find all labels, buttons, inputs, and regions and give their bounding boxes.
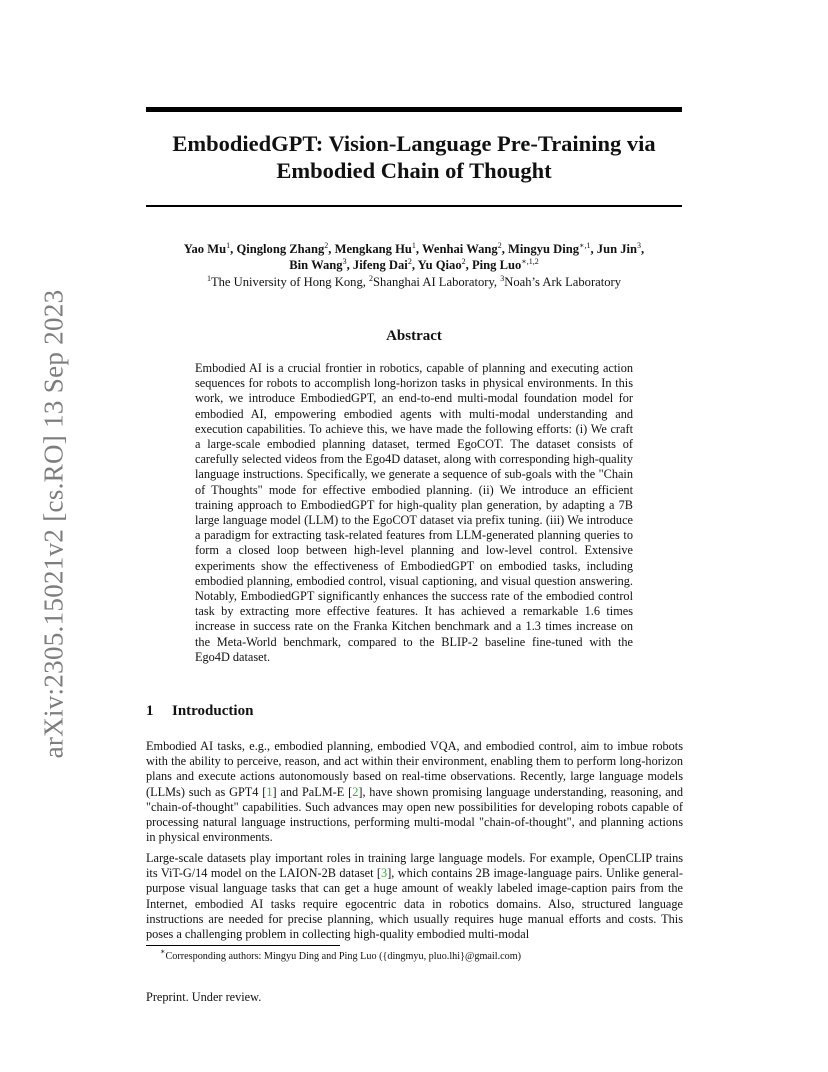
paragraph-text: ] and PaLM-E [ xyxy=(272,784,353,799)
author-sup: 2 xyxy=(461,257,466,266)
affiliation: The University of Hong Kong, xyxy=(210,275,370,289)
author-sup: 3 xyxy=(342,257,347,266)
affiliation: Shanghai AI Laboratory, xyxy=(373,275,501,289)
author-sup: ∗,1,2 xyxy=(521,257,539,266)
affiliation-sup: 2 xyxy=(369,274,374,283)
title-rule-top xyxy=(146,107,682,112)
author: Yao Mu xyxy=(183,242,227,256)
author: Jun Jin xyxy=(596,242,638,256)
author: Yu Qiao xyxy=(417,258,462,272)
author-sup: 1 xyxy=(411,241,416,250)
author-sup: ∗,1 xyxy=(579,241,591,250)
affiliation: Noah’s Ark Laboratory xyxy=(504,275,622,289)
paragraph-text: Embodied AI tasks, e.g., embodied planning, embodied VQA, and embodied control, aim to imbue robots with the ability to perceive, reason, and act within their environment, enabling them to perform long-horizon plans and execute actions autonomously based on real-time observations. Recently, large language models (LLMs) such as GPT4 [ xyxy=(146,739,683,799)
arxiv-stamp: arXiv:2305.15021v2 [cs.RO] 13 Sep 2023 xyxy=(38,289,69,759)
abstract-text: Embodied AI is a crucial frontier in robotics, capable of planning and executing action sequences for robots to accomplish long-horizon tasks in physical environments. In this work, we introduce EmbodiedGPT, an end-to-end multi-modal foundation model for embodied AI, empowering embodied agents with multi-modal understanding and execution capabilities. To achieve this, we have made the following efforts: (i) We craft a large-scale embodied planning dataset, termed EgoCOT. The dataset consists of carefully selected videos from the Ego4D dataset, along with corresponding high-quality language instructions. Specifically, we generate a sequence of sub-goals with the "Chain of Thoughts" mode for effective embodied planning. (ii) We introduce an efficient training approach to EmbodiedGPT for high-quality plan generation, by adapting a 7B large language model (LLM) to the EgoCOT dataset via prefix tuning. (iii) We introduce a paradigm for extracting task-related features from LLM-generated planning queries to form a closed loop between high-level planning and low-level control. Extensive experiments show the effectiveness of EmbodiedGPT on embodied tasks, including embodied planning, embodied control, visual captioning, and visual question answering. Notably, EmbodiedGPT significantly enhances the success rate of the embodied control task by extracting more effective features. It has achieved a remarkable 1.6 times increase in success rate on the Franka Kitchen benchmark and a 1.3 times increase on the Meta-World benchmark, compared to the BLIP-2 baseline fine-tuned with the Ego4D dataset. xyxy=(195,361,633,664)
author: Mingyu Ding xyxy=(508,242,580,256)
footnote-rule xyxy=(146,945,340,946)
author: Ping Luo xyxy=(471,258,522,272)
author-sup: 3 xyxy=(637,241,642,250)
citation-link[interactable]: 3 xyxy=(381,866,388,881)
footnote xyxy=(160,947,522,963)
affiliation-sup: 3 xyxy=(500,274,505,283)
paragraph-text: ], have shown promising language understanding, reasoning, and "chain-of-thought" capabilities. Such advances may open new possibilities for developing robots capable of processing natural language instructions, performing multi-modal "chain-of-thought", and planning actions in physical environments. xyxy=(146,784,683,845)
title-line-2: Embodied Chain of Thought xyxy=(276,158,552,183)
author-sup: 2 xyxy=(324,241,329,250)
author-list: Yao Mu$^1$, Qinglong Zhang$^2$, Mengkang Hu$^1$, Wenhai Wang$^2$, Mingyu Ding$^{∗,1}$, Jun Jin$^3$, Bin Wang$^3$, Jifeng Dai$^2$, Yu Qiao$^2$, Ping Luo$^{∗,1,2}$ xyxy=(183,241,645,272)
title-line-1: EmbodiedGPT: Vision-Language Pre-Training via xyxy=(172,131,656,156)
section-heading xyxy=(146,703,253,720)
title-rule-bottom xyxy=(146,205,682,207)
affiliation-sup: 1 xyxy=(206,274,211,283)
author: Jifeng Dai xyxy=(352,258,408,272)
author: Bin Wang xyxy=(289,258,343,272)
intro-paragraph-1 xyxy=(146,739,683,845)
citation-link[interactable]: 2 xyxy=(352,784,359,799)
paragraph-text: Large-scale datasets play important roles in training large language models. For example, OpenCLIP trains its ViT-G/14 model on the LAION-2B dataset [ xyxy=(146,851,683,881)
section-title: Introduction xyxy=(172,703,254,719)
intro-paragraph-2 xyxy=(146,851,683,942)
paragraph-text: ], which contains 2B image-language pairs. Unlike general-purpose visual language tasks that can get a huge amount of weakly labeled image-caption pairs from the Internet, embodied AI tasks require egocentric data in robotics domains. Also, structured language instructions are needed for precise planning, which usually requires huge manual efforts and costs. This poses a challenging problem in collecting high-quality embodied multi-modal xyxy=(146,866,683,942)
author: Qinglong Zhang xyxy=(236,242,325,256)
section-number: 1 xyxy=(146,703,154,719)
paper-title xyxy=(146,130,682,184)
abstract-heading: Abstract xyxy=(386,328,442,344)
footnote-text: Corresponding authors: Mingyu Ding and Ping Luo ({dingmyu, pluo.lhi}@gmail.com) xyxy=(165,951,522,962)
preprint-note: Preprint. Under review. xyxy=(146,990,262,1004)
author-sup: 2 xyxy=(497,241,502,250)
author-sup: 2 xyxy=(407,257,412,266)
author-sup: 1 xyxy=(226,241,231,250)
citation-link[interactable]: 1 xyxy=(266,784,273,799)
footnote-mark: ∗ xyxy=(160,947,166,956)
author: Mengkang Hu xyxy=(334,242,412,256)
author: Wenhai Wang xyxy=(421,242,498,256)
affiliations xyxy=(146,274,682,290)
